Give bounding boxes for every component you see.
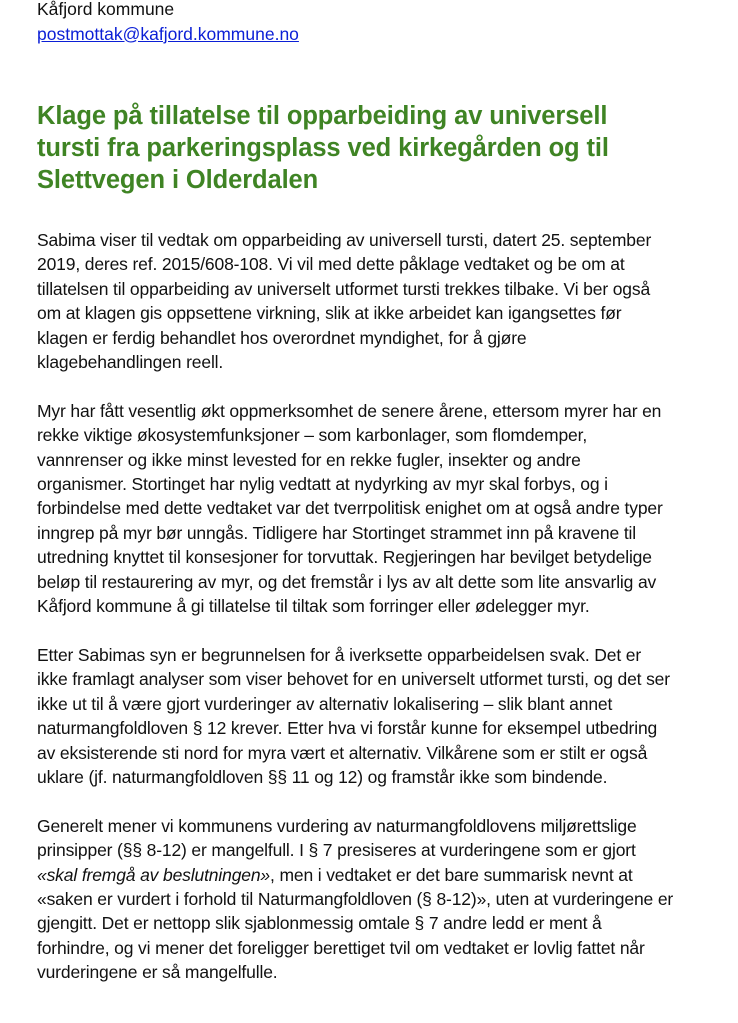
text-line: tillatelsen til opparbeiding av universelt utformet tursti trekkes tilbake. Vi ber også [37,278,651,299]
paragraph-intro [37,228,737,374]
text-line: «saken er vurdert i forhold til Naturmangfoldloven (§ 8-12)», uten at vurderingene er [37,888,674,909]
text-line: vurderingene er så mangelfulle. [37,962,278,983]
title-line: tursti fra parkeringsplass ved kirkegården og til [37,134,609,162]
text-line [37,863,737,887]
document-title [37,100,727,196]
text-line: klagebehandlingen reell. [37,352,224,373]
text-line: vannrenser og ikke minst levested for en rekke fugler, insekter og andre [37,449,581,470]
text-line: Generelt mener vi kommunens vurdering av naturmangfoldlovens miljørettslige [37,815,637,836]
text-line: klagen er ferdig behandlet hos overordnet myndighet, for å gjøre [37,327,527,348]
text-line: gjengitt. Det er nettopp slik sjablonmessig omtale § 7 andre ledd er ment å [37,913,602,934]
text-line: Kåfjord kommune å gi tillatelse til tiltak som forringer eller ødelegger myr. [37,596,590,617]
text-line: inngrep på myr bør unngås. Tidligere har Stortinget strammet inn på kravene til [37,522,637,543]
text-line: rekke viktige økosystemfunksjoner – som karbonlager, som flomdemper, [37,425,588,446]
text-line: beløp til restaurering av myr, og det fremstår i lys av alt dette som lite ansvarlig av [37,571,657,592]
paragraph-myr [37,399,737,619]
text-line: utredning knyttet til konsesjoner for torvuttak. Regjeringen har bevilget betydelige [37,547,652,568]
text-line: ikke ut til å være gjort vurderinger av alternativ lokalisering – slik blant annet [37,693,613,714]
paragraph-begrunnelse [37,643,737,789]
text-line: Sabima viser til vedtak om opparbeiding av universell tursti, datert 25. september [37,230,652,250]
title-line: Klage på tillatelse til opparbeiding av universell [37,102,608,130]
text-line: Myr har fått vesentlig økt oppmerksomhet de senere årene, ettersom myrer har en [37,400,662,421]
text-line: Etter Sabimas syn er begrunnelsen for å iverksette opparbeidelsen svak. Det er [37,644,642,665]
text-line: om at klagen gis oppsettene virkning, slik at ikke arbeidet kan igangsettes før [37,303,622,324]
recipient-email-link[interactable]: postmottak@kafjord.kommune.no [37,23,299,44]
title-line: Slettvegen i Olderdalen [37,166,319,194]
document-body [37,228,737,1009]
text-line: forbindelse med dette vedtaket var det tverrpolitisk enighet om at også andre typer [37,498,663,519]
text-line: av eksisterende sti nord for myra vært et alternativ. Vilkårene som er stilt er også [37,742,648,763]
text-line: forhindre, og vi mener det foreligger berettiget tvil om vedtaket er lovlig fattet når [37,937,645,958]
text-line: organismer. Stortinget har nylig vedtatt at nydyrking av myr skal forbys, og i [37,474,608,495]
text-line: prinsipper (§§ 8-12) er mangelfull. I § 7 presiseres at vurderingene som er gjort [37,840,636,861]
recipient-name: Kåfjord kommune [37,0,175,19]
text-line: uklare (jf. naturmangfoldloven §§ 11 og 12) og framstår ikke som bindende. [37,766,608,787]
paragraph-vurdering [37,814,737,985]
text-line: 2019, deres ref. 2015/608-108. Vi vil med dette påklage vedtaket og be om at [37,254,625,275]
recipient-block [37,0,299,46]
text-line: naturmangfoldloven § 12 krever. Etter hva vi forstår kunne for eksempel utbedring [37,718,658,739]
quoted-law-text: «skal fremgå av beslutningen» [37,864,271,885]
text-segment: , men i vedtaket er det bare summarisk nevnt at [270,864,633,885]
text-line: ikke framlagt analyser som viser behovet for en universelt utformet tursti, og det ser [37,669,670,690]
